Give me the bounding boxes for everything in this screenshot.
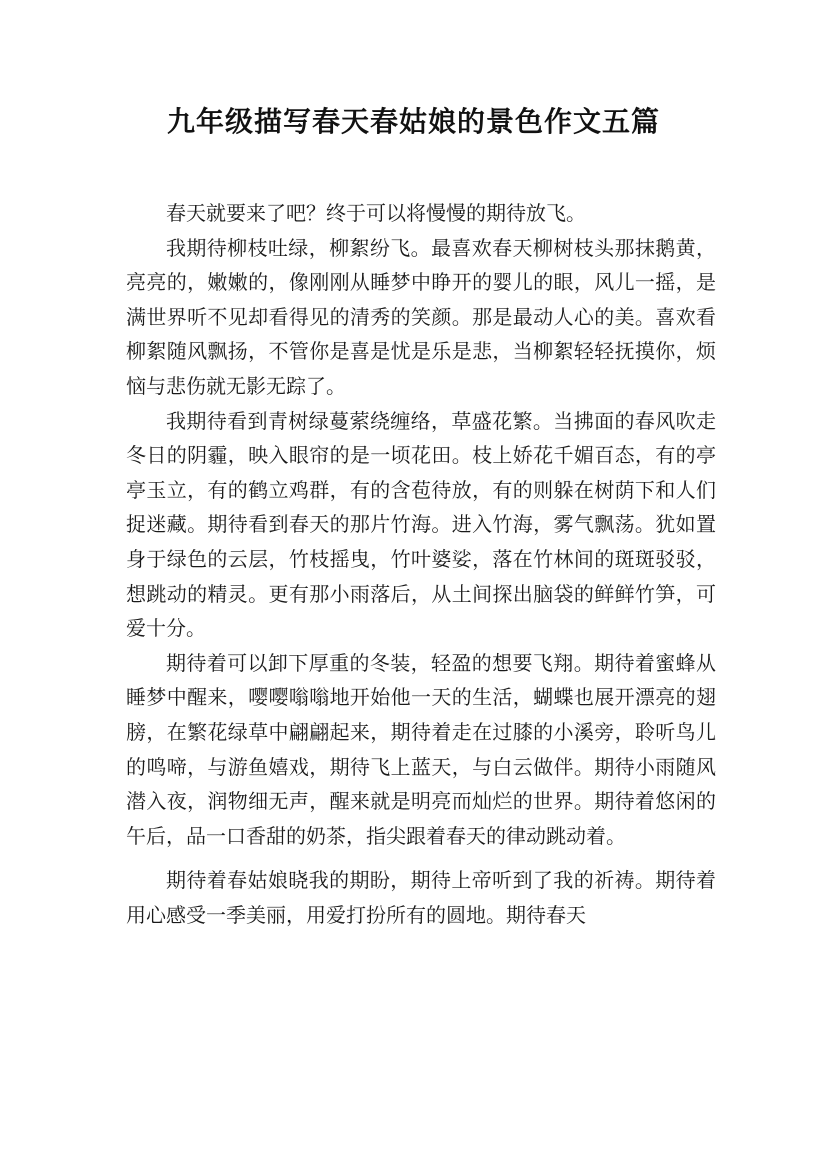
- paragraph-2: 我期待柳枝吐绿，柳絮纷飞。最喜欢春天柳树枝头那抹鹅黄，亮亮的，嫩嫩的，像刚刚从睡梦中睁开的婴儿的眼，风儿一摇，是满世界听不见却看得见的清秀的笑颜。那是最动人心的美。喜欢看柳絮随风飘扬，不管你是喜是忧是乐是悲，当柳絮轻轻抚摸你，烦恼与悲伤就无影无踪了。: [126, 235, 716, 398]
- paragraph-1: 春天就要来了吧？终于可以将慢慢的期待放飞。: [166, 201, 586, 225]
- paragraph-4: 期待着可以卸下厚重的冬装，轻盈的想要飞翔。期待着蜜蜂从睡梦中醒来，嘤嘤嗡嗡地开始他一天的生活，蝴蝶也展开漂亮的翅膀，在繁花绿草中翩翩起来，期待着走在过膝的小溪旁，聆听鸟儿的鸣啼，与游鱼嬉戏，期待飞上蓝天，与白云做伴。期待小雨随风潜入夜，润物细无声，醒来就是明亮而灿烂的世界。期待着悠闲的午后，品一口香甜的奶茶，指尖跟着春天的律动跳动着。: [126, 650, 716, 848]
- paragraph-5: 期待着春姑娘晓我的期盼，期待上帝听到了我的祈祷。期待着用心感受一季美丽，用爱打扮所有的圆地。期待春天: [126, 868, 716, 927]
- document-title: 九年级描写春天春姑娘的景色作文五篇: [166, 105, 660, 138]
- paragraph-3: 我期待看到青树绿蔓萦绕缠络，草盛花繁。当拂面的春风吹走冬日的阴霾，映入眼帘的是一顷花田。枝上娇花千媚百态，有的亭亭玉立，有的鹤立鸡群，有的含苞待放，有的则躲在树荫下和人们捉迷藏。期待看到春天的那片竹海。进入竹海，雾气飘荡。犹如置身于绿色的云层，竹枝摇曳，竹叶婆娑，落在竹林间的斑斑驳驳，想跳动的精灵。更有那小雨落后，从土间探出脑袋的鲜鲜竹笋，可爱十分。: [126, 408, 716, 641]
- document-body: [126, 196, 716, 932]
